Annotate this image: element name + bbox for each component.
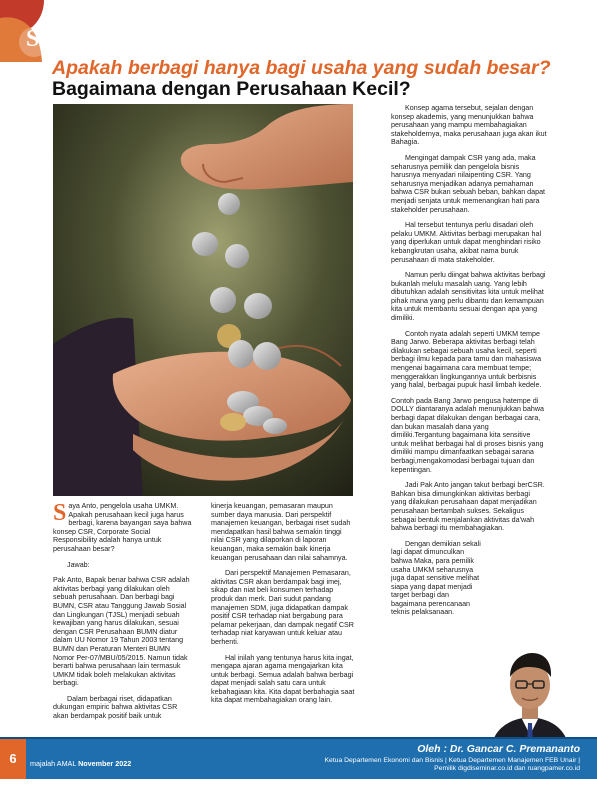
paragraph: Pak Anto, Bapak benar bahwa CSR adalah aktivitas berbagi yang dilakukan oleh sebuah perusahaan. Dan berbagi bagi BUMN, CSR atau Tanggung Jawab Sosial dan Lingkungan (TJSL) menjadi sebuah kewajiban yang harus dilakukan, sesuai dengan CSR Perusahaan BUMN diatur dalam UU Nomor 19 Tahun 2003 tentang BUMN dan Peraturan Menteri BUMN Nomor Per-07/MBU/05/2015. Namun tidak berarti bahwa perusahaan lain termasuk UMKM tidak boleh melakukan aktivitas berbagi.: [53, 576, 190, 688]
author-affiliation-2: Pemilik digdiseminar.co.id dan ruangpamer.co.id: [434, 765, 580, 773]
title-question: Apakah berbagi hanya bagi usaha yang sudah besar?: [52, 57, 551, 79]
hero-photo-coins-hands: [53, 104, 353, 496]
author-name: Oleh : Dr. Gancar C. Premananto: [417, 743, 580, 755]
paragraph: Hal inilah yang tentunya harus kita ingat, mengapa ajaran agama mengajarkan kita untuk berbagi. Semua adalah bahwa berbagi dapat menjadi salah satu cara untuk kebahagiaan kita. Kita dapat berbahagia saat kita dapat membahagiakan orang lain.: [211, 653, 355, 705]
answer-label: Jawab:: [67, 560, 90, 569]
paragraph: Dari perspektif Manajemen Pemasaran, aktivitas CSR akan berdampak bagi imej, sikap dan niat beli konsumen terhadap produk dan merk. Dari sudut pandang manajemen SDM, juga didapatkan dampak positif CSR terhadap niat bergabung para pelamar pekerjaan, dan dampak negatif CSR terhadap niat karyawan untuk keluar atau berhenti.: [211, 569, 354, 646]
article-title: [52, 58, 587, 100]
page-number: 6: [0, 739, 26, 779]
author-byline: [180, 743, 580, 774]
paragraph: Mengingat dampak CSR yang ada, maka seharusnya pemilik dan pengelola bisnis harusnya menyadari nilaipenting CSR. Yang seharusnya menjadikan adanya pemahaman bahwa CSR bukan sebuah beban, bahkan dapat menjadi senjata untuk memenangkan hati para stakeholder perusahaan.: [391, 153, 546, 214]
article-column-2: [211, 502, 355, 712]
article-column-1: [53, 502, 193, 728]
paragraph: Konsep agama tersebut, sejalan dengan konsep akademis, yang menunjukkan bahwa perusahaan yang mampu membahagiakan stakeholdernya, maka perusahaan juga akan ikut Bahagia.: [391, 104, 547, 147]
paragraph: Contoh nyata adalah seperti UMKM tempe Bang Jarwo. Beberapa aktivitas berbagi telah dilakukan sebagai sebuah usaha kecil, seperti berbagi ilmu kepada para tamu dan mahasiswa mengenai bagaimana cara membuat tempe; menggerakkan lingkungannya untuk berbisnis yang halal, berbagai pupuk hasil limbah kedele.: [391, 329, 542, 390]
title-subtitle: Bagaimana dengan Perusahaan Kecil?: [52, 78, 411, 101]
page-footer: [0, 737, 597, 779]
paragraph: Contoh pada Bang Jarwo pengusa hatempe di DOLLY diantaranya adalah menunjukkan bahwa berbagi dapat dilakukan dengan berbagai cara, dan bukan masalah dana yang dimiliki.Tergantung bagaimana kita sensitive untuk melihat berbagai hal di proses bisnis yang dimiliki mampu dimanfaatkan sebagai sarana berbagi,mengakomodasi berbagai tujuan dan kepentingan.: [391, 396, 544, 474]
paragraph: Hal tersebut tentunya perlu disadari oleh pelaku UMKM. Aktivitas berbagi merupakan hal yang diperlukan untuk dapat menghindari risiko kebangkrutan usaha, akibat nama buruk perusahaan di mata stakeholder.: [391, 221, 542, 264]
magazine-issue: November 2022: [78, 759, 132, 768]
magazine-name: [30, 759, 131, 768]
badge-letter: S: [26, 26, 40, 52]
reader-question: aya Anto, pengelola usaha UMKM. Apakah perusahaan kecil juga harus berbagi, karena bayangan saya bahwa konsep CSR, Corporate Social Responsibility adalah hanya untuk perusahaan besar?: [53, 502, 192, 553]
article-column-3: [391, 104, 547, 624]
paragraph: Namun perlu diingat bahwa aktivitas berbagi bukanlah melulu masalah uang. Yang lebih dibutuhkan adalah sensitivitas kita untuk melihat pihak mana yang perlu dibantu dan kemampuan kita untuk membantu sesuai dengan apa yang dimiliki.: [391, 271, 546, 323]
drop-cap: S: [53, 500, 67, 526]
paragraph: Dengan demikian sekali lagi dapat dimunculkan bahwa Maka, para pemilik usaha UMKM seharusnya juga dapat sensitive melihat siapa yang dapat menjadi target berbagi dan bagaimana perencanaan teknis pelaksanaan.: [391, 539, 481, 617]
author-affiliation-1: Ketua Departemen Ekonomi dan Bisnis | Ketua Departemen Manajemen FEB Unair |: [324, 757, 580, 764]
paragraph: Jadi Pak Anto jangan takut berbagi berCSR. Bahkan bisa dimungkinkan aktivitas berbagi yang dilakukan perusahaan dapat menjadikan perusahaan bertambah sukses. Sekaligus sebagai bentuk menjalankan aktivitas da'wah bahwa berbagi itu membahagiakan.: [391, 481, 545, 533]
paragraph: kinerja keuangan, pemasaran maupun sumber daya manusia. Dari perspektif manajemen keuangan, berbagai riset sudah mendapatkan hasil bahwa semakin tinggi nilai CSR yang dilaporkan di laporan keuangan, maka semakin baik kinerja keuangan perusahaan dan nilai sahamnya.: [211, 502, 351, 562]
paragraph: Dalam berbagai riset, didapatkan dukungan empiric bahwa aktivitas CSR akan berdampak positif baik untuk: [53, 694, 178, 721]
magazine-title: majalah AMAL: [30, 759, 77, 768]
